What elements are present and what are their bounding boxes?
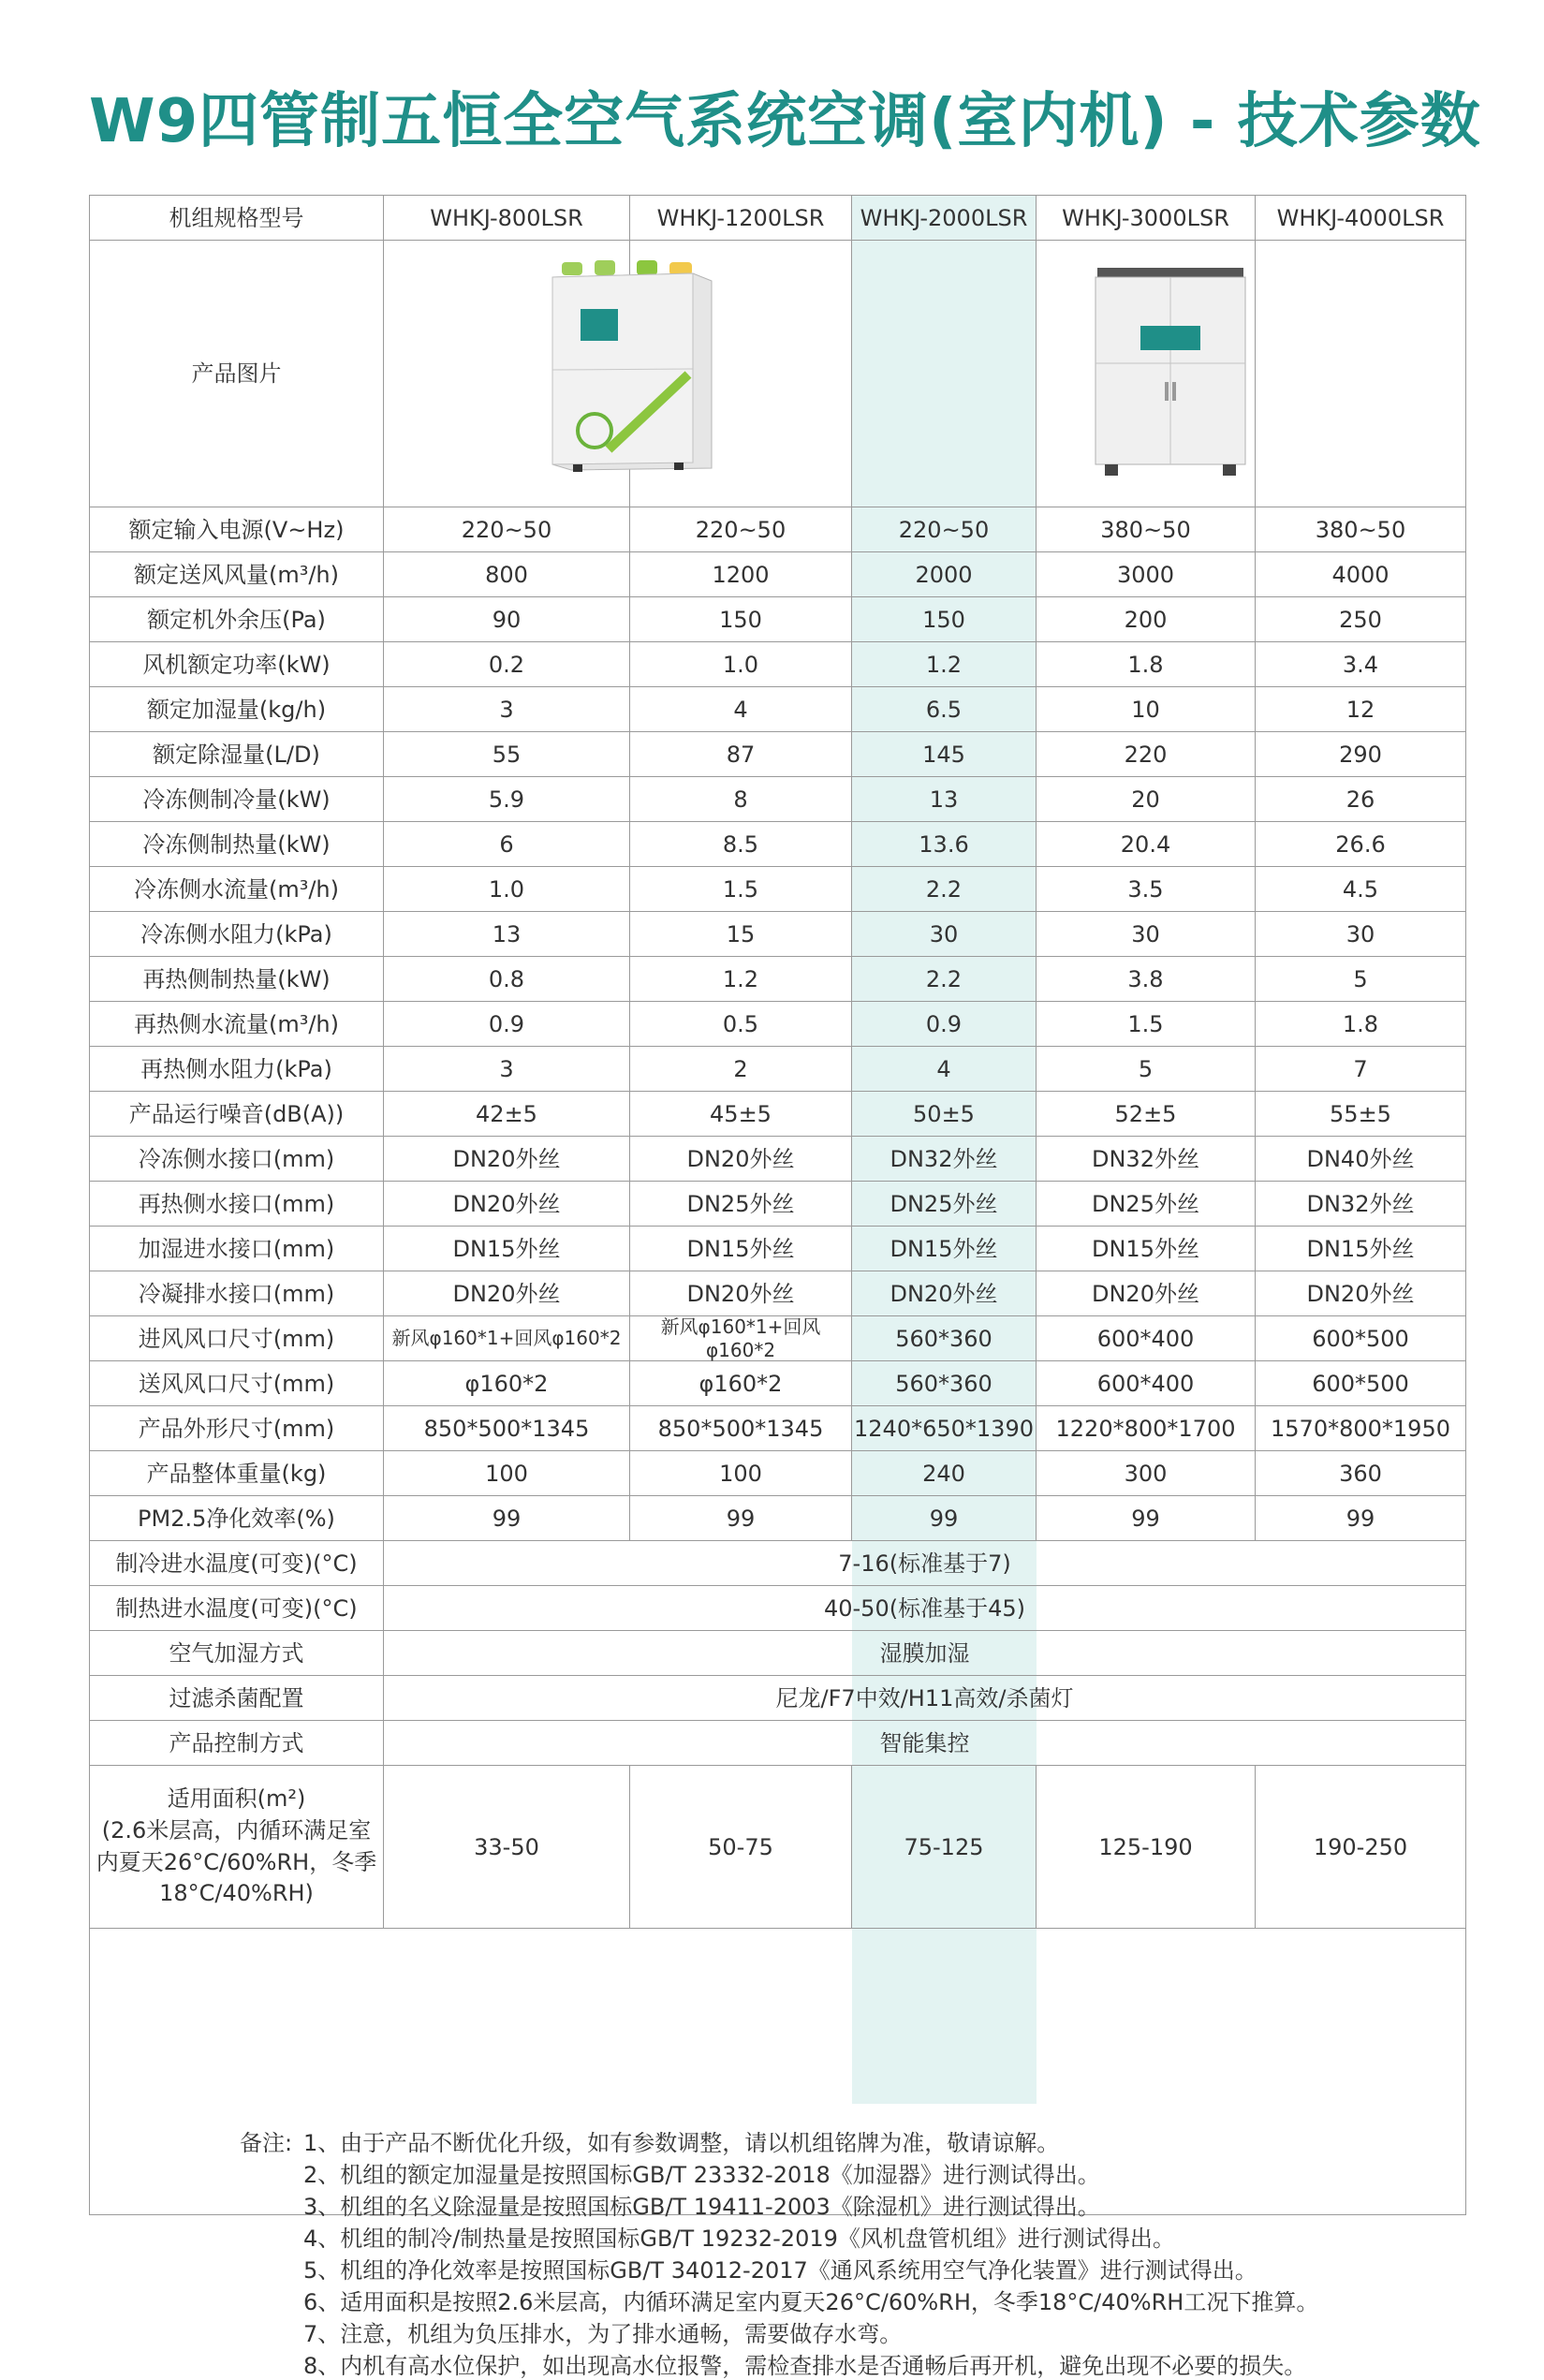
row-value: DN20外丝 [1306, 1280, 1415, 1307]
row-label: 送风风口尺寸(mm) [90, 1361, 384, 1405]
header-cell: WHKJ-800LSR [384, 196, 630, 240]
row-label: 风机额定功率(kW) [90, 642, 384, 686]
row-value: 90 [384, 597, 630, 641]
row-value: 250 [1339, 606, 1382, 633]
table-row [90, 507, 1465, 552]
row-value: 6 [384, 822, 630, 866]
row-label: 再热侧制热量(kW) [90, 957, 384, 1001]
row-value: 2 [630, 1047, 852, 1091]
row-value: 99 [852, 1496, 1037, 1540]
row-value: 99 [1037, 1496, 1256, 1540]
row-value: 1240*650*1390 [852, 1406, 1037, 1450]
row-value: 5 [1037, 1047, 1256, 1091]
row-label: 额定机外余压(Pa) [90, 597, 384, 641]
row-value: 30 [852, 912, 1037, 956]
row-label: 冷冻侧水接口(mm) [90, 1137, 384, 1181]
table-row [90, 1316, 1465, 1361]
row-value: 26.6 [1335, 830, 1386, 858]
header-cell: 机组规格型号 [90, 196, 384, 240]
product-image-3000 [1086, 260, 1255, 477]
row-value: 850*500*1345 [630, 1406, 852, 1450]
span-row [90, 1721, 1465, 1766]
row-value: 99 [630, 1496, 852, 1540]
header-cell: WHKJ-2000LSR [852, 196, 1037, 240]
span-value: 湿膜加湿 [879, 1639, 970, 1667]
row-value: 200 [1037, 597, 1256, 641]
row-value: DN15外丝 [630, 1227, 852, 1271]
row-label: PM2.5净化效率(%) [90, 1496, 384, 1540]
table-row [90, 732, 1465, 777]
table-row [90, 1002, 1465, 1047]
row-value: 1570*800*1950 [1271, 1415, 1450, 1442]
row-value: 2000 [852, 552, 1037, 596]
span-row [90, 1676, 1465, 1721]
row-value: 13 [852, 777, 1037, 821]
row-value: φ160*2 [630, 1361, 852, 1405]
row-label: 过滤杀菌配置 [90, 1676, 384, 1720]
row-value: DN25外丝 [852, 1182, 1037, 1226]
table-row [90, 597, 1465, 642]
span-row [90, 1541, 1465, 1586]
row-value: 4.5 [1342, 875, 1379, 903]
row-value: 12 [1345, 696, 1375, 723]
row-value: DN20外丝 [384, 1137, 630, 1181]
row-label: 产品整体重量(kg) [90, 1451, 384, 1495]
row-value: 5.9 [384, 777, 630, 821]
area-value: 75-125 [852, 1766, 1037, 1928]
row-value: 1.2 [630, 957, 852, 1001]
row-value: DN20外丝 [384, 1182, 630, 1226]
row-label: 产品运行噪音(dB(A)) [90, 1092, 384, 1136]
table-row [90, 1092, 1465, 1137]
note-line: 5、机组的净化效率是按照国标GB/T 34012-2017《通风系统用空气净化装置》进行测试得出。 [303, 2257, 1257, 2284]
table-row [90, 552, 1465, 597]
area-label-line: 适用面积(m²) [167, 1785, 306, 1813]
row-value: 290 [1339, 741, 1382, 768]
notes-section [90, 2106, 1465, 2379]
row-value: 55 [384, 732, 630, 776]
row-value: 1.8 [1342, 1010, 1379, 1037]
table-row [90, 1227, 1465, 1271]
span-value: 7-16(标准基于7) [838, 1550, 1011, 1577]
row-value: DN25外丝 [630, 1182, 852, 1226]
row-value: 99 [1345, 1505, 1375, 1532]
row-value: 8 [630, 777, 852, 821]
row-value: 87 [630, 732, 852, 776]
row-value: 150 [630, 597, 852, 641]
row-value: 560*360 [852, 1316, 1037, 1360]
row-value: 52±5 [1037, 1092, 1256, 1136]
row-value: 新风φ160*1+回风φ160*2 [630, 1316, 852, 1360]
row-value: 0.9 [384, 1002, 630, 1046]
note-line: 1、由于产品不断优化升级，如有参数调整，请以机组铭牌为准，敬请谅解。 [303, 2130, 1060, 2156]
row-label: 冷凝排水接口(mm) [90, 1271, 384, 1315]
row-value: 1.0 [384, 867, 630, 911]
table-row [90, 957, 1465, 1002]
area-row [90, 1766, 1465, 1929]
table-row [90, 777, 1465, 822]
row-value: 600*500 [1312, 1370, 1409, 1397]
row-value: DN32外丝 [1037, 1137, 1256, 1181]
table-row [90, 1451, 1465, 1496]
row-value: φ160*2 [384, 1361, 630, 1405]
area-label-line: 18°C/40%RH) [159, 1880, 314, 1907]
row-label: 额定送风风量(m³/h) [90, 552, 384, 596]
note-line: 7、注意，机组为负压排水，为了排水通畅，需要做存水弯。 [303, 2321, 903, 2347]
row-value: 600*400 [1037, 1361, 1256, 1405]
row-value: 30 [1345, 920, 1375, 948]
page-title: W9四管制五恒全空气系统空调(室内机) - 技术参数 [89, 87, 1481, 156]
row-value: 220~50 [384, 507, 630, 551]
row-value: 380~50 [1315, 516, 1406, 543]
row-value: 0.8 [384, 957, 630, 1001]
row-label: 进风风口尺寸(mm) [90, 1316, 384, 1360]
row-value: 100 [384, 1451, 630, 1495]
row-value: 0.5 [630, 1002, 852, 1046]
row-value: 800 [384, 552, 630, 596]
row-value: 30 [1037, 912, 1256, 956]
row-value: 3 [384, 687, 630, 731]
spec-table [89, 195, 1466, 2379]
row-label: 空气加湿方式 [90, 1631, 384, 1675]
row-value: 3 [384, 1047, 630, 1091]
row-value: 850*500*1345 [384, 1406, 630, 1450]
table-row [90, 1496, 1465, 1541]
span-row [90, 1586, 1465, 1631]
row-value: DN32外丝 [1306, 1190, 1415, 1217]
row-value: 150 [852, 597, 1037, 641]
area-label-line: (2.6米层高，内循环满足室 [101, 1816, 372, 1844]
image-row [90, 241, 1465, 507]
row-label: 额定除湿量(L/D) [90, 732, 384, 776]
row-value: DN20外丝 [1037, 1271, 1256, 1315]
row-value: DN15外丝 [1037, 1227, 1256, 1271]
spec-grid [90, 196, 1465, 1929]
row-value: 5 [1353, 965, 1368, 992]
row-label: 加湿进水接口(mm) [90, 1227, 384, 1271]
row-label: 冷冻侧制冷量(kW) [90, 777, 384, 821]
table-row [90, 1047, 1465, 1092]
row-value: 220 [1037, 732, 1256, 776]
row-label: 冷冻侧水阻力(kPa) [90, 912, 384, 956]
row-value: 4 [630, 687, 852, 731]
row-value: 20.4 [1037, 822, 1256, 866]
row-value: 1200 [630, 552, 852, 596]
row-value: 50±5 [852, 1092, 1037, 1136]
row-value: DN20外丝 [630, 1137, 852, 1181]
row-value: 4 [852, 1047, 1037, 1091]
table-row [90, 1182, 1465, 1227]
row-value: DN40外丝 [1306, 1145, 1415, 1172]
span-value: 40-50(标准基于45) [823, 1594, 1025, 1622]
row-value: 1.8 [1037, 642, 1256, 686]
note-line: 8、内机有高水位保护，如出现高水位报警，需检查排水是否通畅后再开机，避免出现不必要的损失。 [303, 2353, 1307, 2379]
table-row [90, 867, 1465, 912]
row-value: 560*360 [852, 1361, 1037, 1405]
row-value: 99 [384, 1496, 630, 1540]
image-row-label: 产品图片 [90, 241, 384, 507]
row-value: 8.5 [630, 822, 852, 866]
row-value: 新风φ160*1+回风φ160*2 [384, 1316, 630, 1360]
table-row [90, 687, 1465, 732]
area-value: 190-250 [1313, 1833, 1408, 1860]
row-value: 1.5 [630, 867, 852, 911]
row-value: DN20外丝 [384, 1271, 630, 1315]
row-value: 1.0 [630, 642, 852, 686]
note-line: 4、机组的制冷/制热量是按照国标GB/T 19232-2019《风机盘管机组》进行测试得出。 [303, 2226, 1175, 2252]
row-label: 冷冻侧制热量(kW) [90, 822, 384, 866]
row-value: 2.2 [852, 867, 1037, 911]
notes-prefix: 备注: [240, 2130, 293, 2156]
header-cell: WHKJ-4000LSR [1276, 204, 1445, 231]
area-value: 50-75 [630, 1766, 852, 1928]
row-label: 再热侧水阻力(kPa) [90, 1047, 384, 1091]
span-value: 智能集控 [879, 1729, 970, 1756]
row-value: 1220*800*1700 [1037, 1406, 1256, 1450]
row-value: 55±5 [1330, 1100, 1391, 1127]
area-value: 125-190 [1037, 1766, 1256, 1928]
table-row [90, 1406, 1465, 1451]
row-value: 15 [630, 912, 852, 956]
row-value: 220~50 [630, 507, 852, 551]
row-value: 0.9 [852, 1002, 1037, 1046]
table-row [90, 642, 1465, 687]
row-value: 1.2 [852, 642, 1037, 686]
note-line: 3、机组的名义除湿量是按照国标GB/T 19411-2003《除湿机》进行测试得出。 [303, 2194, 1100, 2220]
row-value: 240 [852, 1451, 1037, 1495]
row-value: 7 [1353, 1055, 1368, 1082]
row-value: 13.6 [852, 822, 1037, 866]
row-value: 10 [1037, 687, 1256, 731]
product-image-800 [543, 253, 721, 473]
row-value: 13 [384, 912, 630, 956]
row-value: 26 [1345, 786, 1375, 813]
area-label-line: 内夏天26°C/60%RH，冬季 [96, 1848, 377, 1875]
row-label: 再热侧水流量(m³/h) [90, 1002, 384, 1046]
row-label: 额定加湿量(kg/h) [90, 687, 384, 731]
header-cell: WHKJ-3000LSR [1037, 196, 1256, 240]
table-row [90, 1271, 1465, 1316]
row-label: 额定输入电源(V~Hz) [90, 507, 384, 551]
row-value: 145 [852, 732, 1037, 776]
row-label: 制冷进水温度(可变)(°C) [90, 1541, 384, 1585]
row-value: 600*500 [1312, 1325, 1409, 1352]
table-row [90, 1361, 1465, 1406]
row-value: 380~50 [1037, 507, 1256, 551]
row-value: 20 [1037, 777, 1256, 821]
note-line: 6、适用面积是按照2.6米层高，内循环满足室内夏天26°C/60%RH，冬季18°C/40%RH工况下推算。 [303, 2289, 1319, 2315]
row-value: 300 [1037, 1451, 1256, 1495]
row-label: 产品控制方式 [90, 1721, 384, 1765]
row-value: 3.8 [1037, 957, 1256, 1001]
row-value: 220~50 [852, 507, 1037, 551]
header-row [90, 196, 1465, 241]
note-line: 2、机组的额定加湿量是按照国标GB/T 23332-2018《加湿器》进行测试得出。 [303, 2162, 1100, 2188]
row-value: DN20外丝 [630, 1271, 852, 1315]
row-label: 再热侧水接口(mm) [90, 1182, 384, 1226]
span-row [90, 1631, 1465, 1676]
row-value: 45±5 [630, 1092, 852, 1136]
area-label [90, 1766, 384, 1928]
row-value: 3000 [1037, 552, 1256, 596]
row-label: 冷冻侧水流量(m³/h) [90, 867, 384, 911]
row-value: DN32外丝 [852, 1137, 1037, 1181]
row-value: DN20外丝 [852, 1271, 1037, 1315]
row-value: 3.4 [1342, 651, 1379, 678]
row-value: DN25外丝 [1037, 1182, 1256, 1226]
row-value: 3.5 [1037, 867, 1256, 911]
row-value: 360 [1339, 1460, 1382, 1487]
row-value: 2.2 [852, 957, 1037, 1001]
row-value: DN15外丝 [1306, 1235, 1415, 1262]
header-cell: WHKJ-1200LSR [630, 196, 852, 240]
row-value: DN15外丝 [852, 1227, 1037, 1271]
table-row [90, 912, 1465, 957]
table-row [90, 822, 1465, 867]
row-value: 6.5 [852, 687, 1037, 731]
row-value: 42±5 [384, 1092, 630, 1136]
area-value: 33-50 [384, 1766, 630, 1928]
span-value: 尼龙/F7中效/H11高效/杀菌灯 [775, 1684, 1074, 1712]
row-value: 1.5 [1037, 1002, 1256, 1046]
row-value: 100 [630, 1451, 852, 1495]
row-value: DN15外丝 [384, 1227, 630, 1271]
row-label: 产品外形尺寸(mm) [90, 1406, 384, 1450]
table-row [90, 1137, 1465, 1182]
row-value: 0.2 [384, 642, 630, 686]
row-value: 4000 [1331, 561, 1390, 588]
row-label: 制热进水温度(可变)(°C) [90, 1586, 384, 1630]
row-value: 600*400 [1037, 1316, 1256, 1360]
